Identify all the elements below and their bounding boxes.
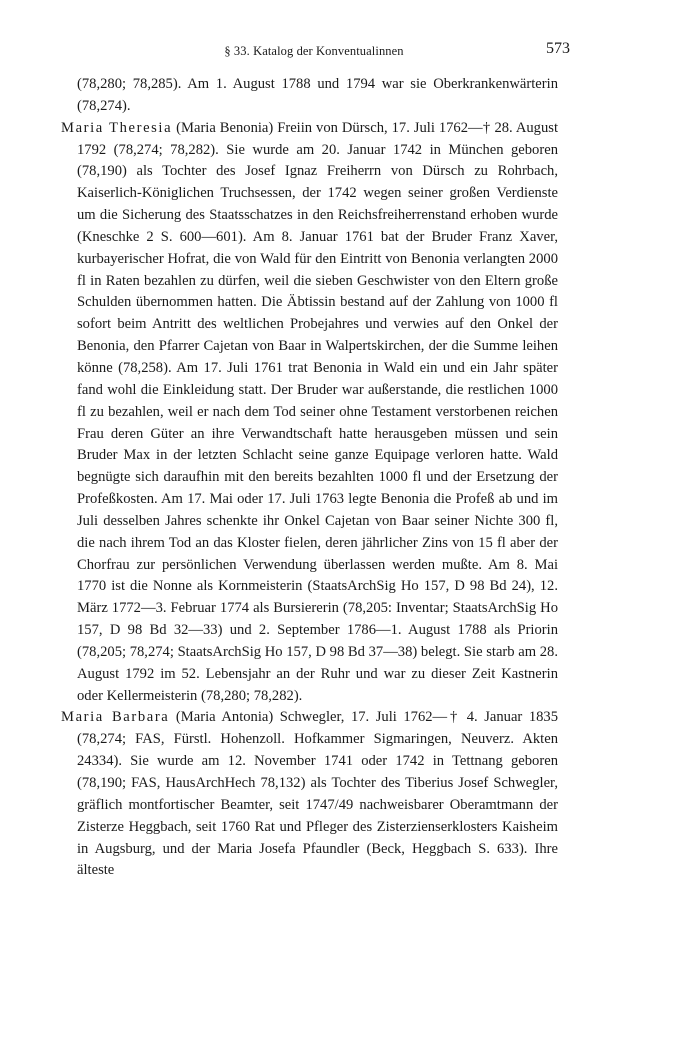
entry-text: (Maria Benonia) Freiin von Dürsch, 17. Juli 1762—† 28. August 1792 (78,274; 78,282). Sie wurde am 20. Januar 1742 in München geboren (78,190) als Tochter des Josef Ignaz Freiherrn von Dürsch zu Rohrbach, Kaiserlich-Königlichen Truchsessen, der 1742 wegen seiner großen Verdienste um die Sicherung des Staatsschatzes in den Reichsfreiherrenstand erhoben wurde (Kneschke 2 S. 600—601). Am 8. Januar 1761 bat der Bruder Franz Xaver, kurbayerischer Hofrat, die von Wald für den Eintritt von Benonia verlangten 2000 fl in Raten bezahlen zu dürfen, weil die sieben Geschwister von den Eltern große Schulden übernommen hatten. Die Äbtissin bestand auf der Zahlung von 1000 fl sofort beim Antritt des weltlichen Probejahres und verwies auf den Onkel der Benonia, den Pfarrer Cajetan von Baar in Walpertskirchen, der die Summe leihen könne (78,258). Am 17. Juli 1761 trat Benonia in Wald ein und ein Jahr später fand wohl die Einkleidung statt. Der Bruder war außerstande, die restlichen 1000 fl zu bezahlen, weil er nach dem Tod seiner ohne Testament verstorbenen reichen Frau deren Güter an ihre Verwandtschaft hatte herausgeben müssen und sein Bruder Max in der letzten Schlacht seine ganze Equipage verloren hatte. Wald begnügte sich daraufhin mit den bereits bezahlten 1000 fl und der Ersetzung der Profeßkosten. Am 17. Mai oder 17. Juli 1763 legte Benonia die Profeß ab und im Juli desselben Jahres schenkte ihr Onkel Cajetan von Baar seiner Nichte 300 fl, die nach ihrem Tod an das Kloster fielen, deren jährlicher Zins von 15 fl aber der Chorfrau zur persönlichen Verwendung überlassen werden mußte. Am 8. Mai 1770 ist die Nonne als Kornmeisterin (StaatsArchSig Ho 157, D 98 Bd 24), 12. März 1772—3. Februar 1774 als Bursiererin (78,205: Inventar; StaatsArchSig Ho 157, D 98 Bd 32—33) und 2. September 1786—1. August 1788 als Priorin (78,205; 78,274; StaatsArchSig Ho 157, D 98 Bd 37—38) belegt. Sie starb am 28. August 1792 im 52. Lebensjahr an der Ruhr und war zu dieser Zeit Kastnerin oder Kellermeisterin (78,280; 78,282).	[77, 119, 558, 704]
entry-text: (Maria Antonia) Schwegler, 17. Juli 1762—† 4. Januar 1835 (78,274; FAS, Fürstl. Hohenzoll. Hofkammer Sigmaringen, Neuverz. Akten 24334). Sie wurde am 12. November 1741 oder 1742 in Tettnang geboren (78,190; FAS, HausArchHech 78,132) als Tochter des Tiberius Josef Schwegler, gräflich montfortischer Beamter, seit 1747/49 nachweisbarer Oberamtmann der Zisterze Heggbach, seit 1760 Rat und Pfleger des Zisterzienserklosters Kaisheim in Augsburg, und der Maria Josefa Pfaundler (Beck, Heggbach S. 633). Ihre älteste	[77, 709, 559, 879]
entry-name: Maria Barbara	[61, 709, 170, 726]
page-number: 573	[546, 40, 570, 57]
entry-maria-theresia	[61, 118, 558, 708]
running-head: § 33. Katalog der Konventualinnen	[224, 44, 404, 58]
catalog-body	[61, 74, 558, 882]
entry-continuation-text: (78,280; 78,285). Am 1. August 1788 und 1794 war sie Oberkrankenwärterin (78,274).	[77, 76, 558, 114]
entry-continuation	[61, 74, 558, 118]
entry-name: Maria Theresia	[61, 119, 173, 136]
entry-maria-barbara	[61, 707, 558, 882]
page-header	[58, 40, 570, 64]
